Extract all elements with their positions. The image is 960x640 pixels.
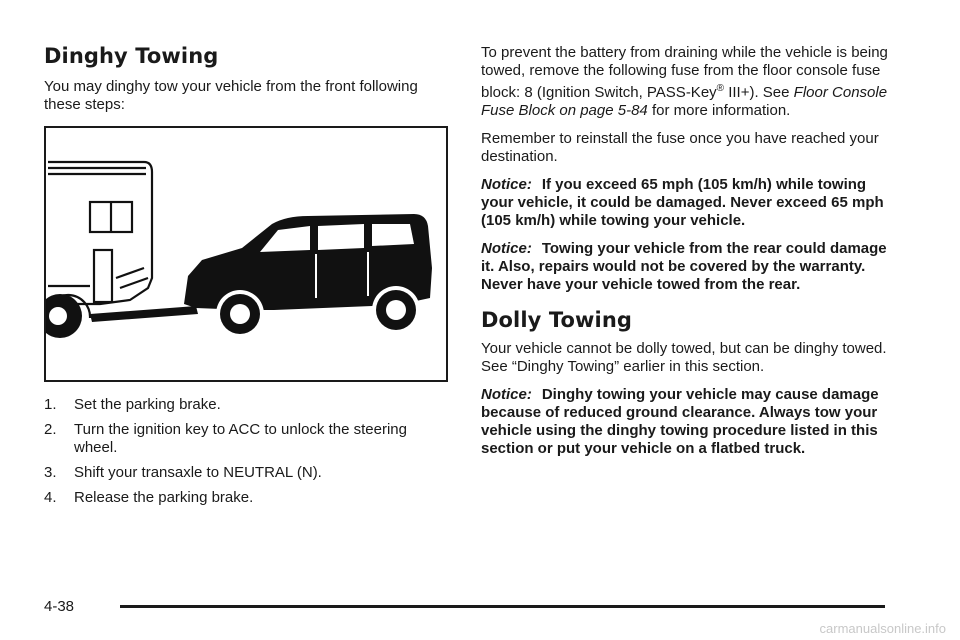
registered-mark: ® — [716, 83, 725, 94]
fuse-text-b: III+). See — [724, 84, 794, 101]
notice-clearance — [481, 386, 901, 458]
page-footer — [44, 598, 74, 616]
footer-rule — [120, 605, 885, 608]
list-item — [44, 396, 452, 414]
reinstall-paragraph: Remember to reinstall the fuse once you have reached your destination. — [481, 130, 879, 165]
right-column — [481, 44, 901, 468]
notice-label: Notice: — [481, 386, 532, 403]
step-number: 1. — [44, 396, 57, 413]
intro-paragraph: You may dinghy tow your vehicle from the front following these steps: — [44, 78, 418, 113]
notice-rear-tow — [481, 240, 901, 294]
steps-list — [44, 396, 452, 507]
step-text: Release the parking brake. — [74, 489, 254, 506]
fuse-block-reference: Floor Console Fuse Block on page 5-84 — [481, 84, 888, 119]
list-item — [44, 421, 452, 457]
section-title: Dinghy Towing — [44, 44, 219, 68]
notice-label: Notice: — [481, 240, 532, 257]
towed-car-drawing — [184, 214, 432, 338]
step-text: Turn the ignition key to ACC to unlock the steering wheel. — [74, 421, 407, 456]
dolly-paragraph: Your vehicle cannot be dolly towed, but can be dinghy towed. See “Dinghy Towing” earlier in this section. — [481, 340, 887, 375]
fuse-text-c: for more information. — [647, 102, 791, 119]
list-item — [44, 464, 452, 482]
dinghy-tow-diagram — [46, 128, 446, 380]
notice-text: If you exceed 65 mph (105 km/h) while towing your vehicle, it could be damaged. Never exceed 65 mph (105 km/h) while towing your vehicle. — [481, 176, 884, 229]
notice-text: Dinghy towing your vehicle may cause damage because of reduced ground clearance. Always tow your vehicle using the dinghy towing procedure listed in this section or put your vehicle on a flatbed truck. — [481, 386, 879, 457]
fuse-paragraph — [481, 44, 901, 120]
notice-speed — [481, 176, 901, 230]
step-text: Set the parking brake. — [74, 396, 221, 413]
subsection-title: Dolly Towing — [481, 308, 632, 332]
fuse-text-a: To prevent the battery from draining while the vehicle is being towed, remove the following fuse from the floor console fuse block: 8 (Ignition Switch, PASS-Key — [481, 44, 888, 101]
step-number: 2. — [44, 421, 57, 438]
tow-bar — [90, 306, 198, 322]
towing-illustration — [44, 126, 448, 382]
step-number: 4. — [44, 489, 57, 506]
left-column — [44, 44, 452, 514]
notice-text: Towing your vehicle from the rear could damage it. Also, repairs would not be covered by the warranty. Never have your vehicle towed from the rear. — [481, 240, 887, 293]
list-item — [44, 489, 452, 507]
page-number: 4-38 — [44, 598, 75, 615]
step-number: 3. — [44, 464, 57, 481]
notice-label: Notice: — [481, 176, 532, 193]
watermark-text: carmanualsonline.info — [819, 621, 946, 636]
step-text: Shift your transaxle to NEUTRAL (N). — [74, 464, 322, 481]
